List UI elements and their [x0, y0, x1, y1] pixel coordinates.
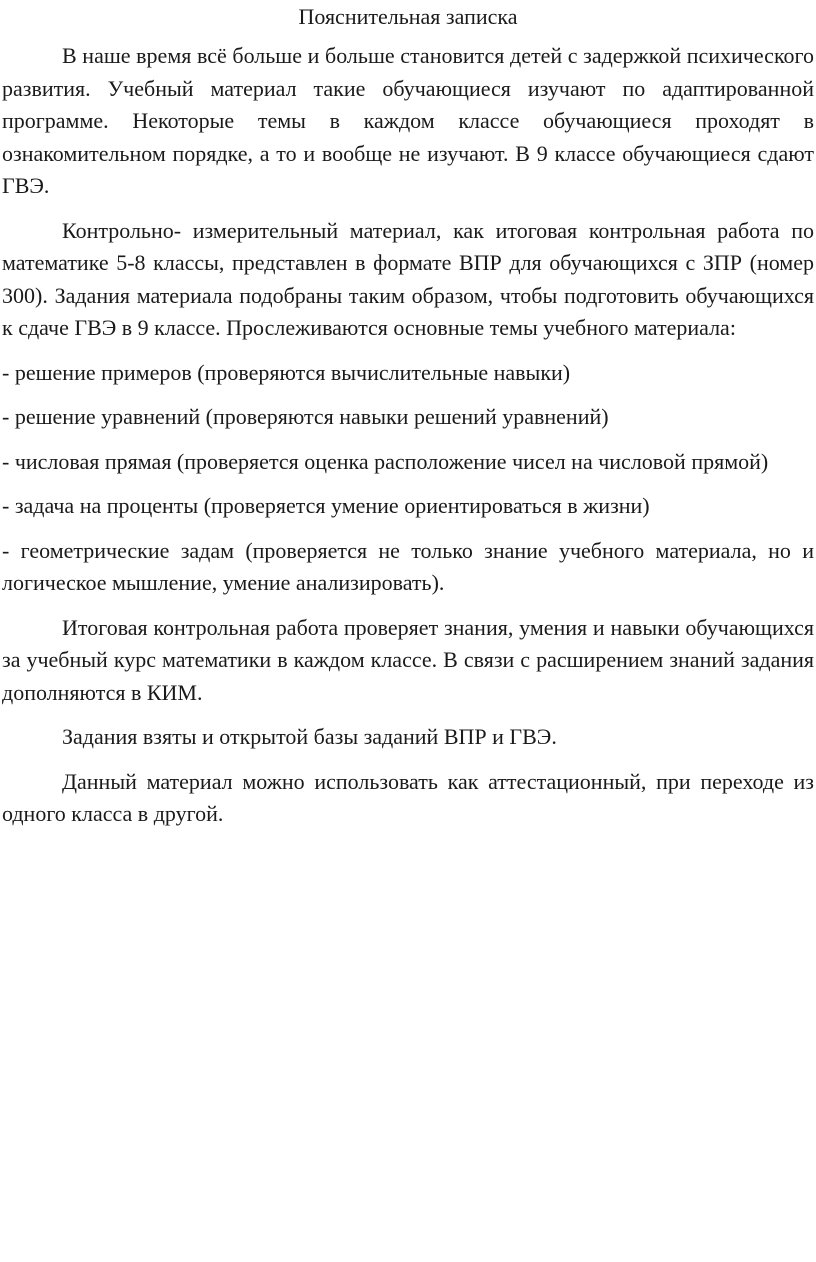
usage-paragraph: Данный материал можно использовать как аттестационный, при переходе из одного класса в другой. [2, 768, 814, 826]
source-paragraph: Задания взяты и открытой базы заданий ВПР и ГВЭ. [62, 724, 557, 749]
topic-item-percent: - задача на проценты (проверяется умение ориентироваться в жизни) [2, 493, 650, 518]
intro-paragraph: В наше время всё больше и больше становится детей с задержкой психического развития. Учебный материал такие обучающиеся изучают по адаптированной программе. Некоторые темы в каждом классе обучающиеся проходят в ознакомительном порядке, а то и вообще не изучают. В 9 классе обучающиеся сдают ГВЭ. [2, 43, 814, 198]
document-title: Пояснительная записка [298, 4, 518, 29]
kim-description-paragraph: Контрольно- измерительный материал, как итоговая контрольная работа по математике 5-8 классы, представлен в формате ВПР для обучающихся с ЗПР (номер 300). Задания материала подобраны таким образом, чтобы подготовить обучающихся к сдаче ГВЭ в 9 классе. Прослеживаются основные темы учебного материала: [2, 217, 814, 340]
topic-item-examples: - решение примеров (проверяются вычислительные навыки) [2, 359, 571, 385]
assessment-paragraph: Итоговая контрольная работа проверяет знания, умения и навыки обучающихся за учебный курс математики в каждом классе. В связи с расширением знаний задания дополняются в КИМ. [2, 614, 814, 705]
topic-item-equations: - решение уравнений (проверяются навыки решений уравнений) [2, 404, 609, 429]
topic-item-geometry: - геометрические задам (проверяется не только знание учебного материала, но и логическое мышление, умение анализировать). [2, 537, 814, 595]
topic-item-number-line: - числовая прямая (проверяется оценка расположение чисел на числовой прямой) [2, 448, 769, 474]
